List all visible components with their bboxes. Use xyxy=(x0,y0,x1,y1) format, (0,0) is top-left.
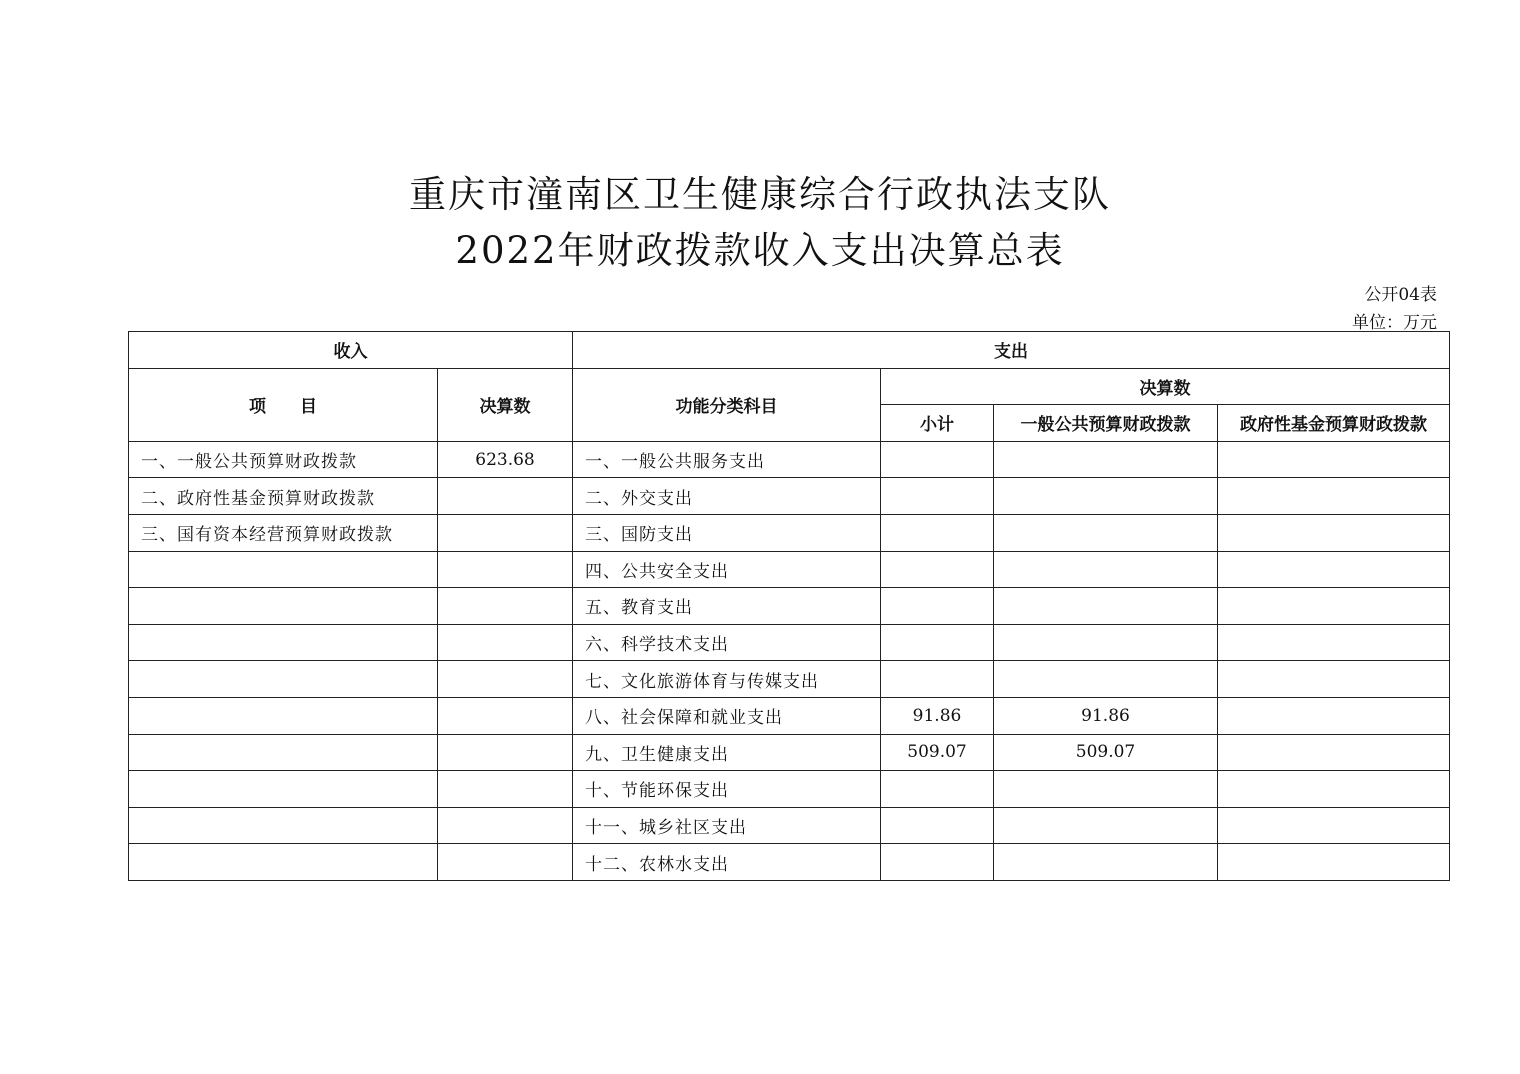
general-budget-cell: 91.86 xyxy=(994,697,1218,734)
table-code: 公开04表 xyxy=(1364,285,1437,305)
subtotal-cell xyxy=(881,551,994,588)
general-budget-cell xyxy=(994,478,1218,515)
income-item-cell: 二、政府性基金预算财政拨款 xyxy=(129,478,438,515)
income-amount-cell xyxy=(438,697,573,734)
table-row xyxy=(129,478,1450,515)
income-item-cell xyxy=(129,551,438,588)
expense-item-cell: 十一、城乡社区支出 xyxy=(573,807,881,844)
expense-header: 支出 xyxy=(573,332,1450,369)
page-title-line-1: 重庆市潼南区卫生健康综合行政执法支队 xyxy=(409,173,1111,216)
subtotal-cell xyxy=(881,807,994,844)
table-row xyxy=(129,734,1450,771)
income-amount-cell xyxy=(438,624,573,661)
general-budget-cell xyxy=(994,661,1218,698)
gov-fund-budget-cell xyxy=(1218,807,1450,844)
subtotal-cell xyxy=(881,624,994,661)
expense-item-cell: 十、节能环保支出 xyxy=(573,771,881,808)
subtotal-cell xyxy=(881,661,994,698)
table-row xyxy=(129,697,1450,734)
subtotal-cell: 91.86 xyxy=(881,697,994,734)
income-amount-cell xyxy=(438,734,573,771)
expense-item-cell: 十二、农林水支出 xyxy=(573,844,881,881)
income-amount-cell: 623.68 xyxy=(438,441,573,478)
income-amount-cell xyxy=(438,661,573,698)
expense-item-cell: 七、文化旅游体育与传媒支出 xyxy=(573,661,881,698)
income-amount-cell xyxy=(438,771,573,808)
general-budget-header: 一般公共预算财政拨款 xyxy=(994,405,1218,442)
unit-label: 单位：万元 xyxy=(1352,313,1437,333)
income-header: 收入 xyxy=(129,332,573,369)
subtotal-cell xyxy=(881,771,994,808)
table-row xyxy=(129,551,1450,588)
income-amount-cell xyxy=(438,807,573,844)
table-row xyxy=(129,441,1450,478)
income-amount-cell xyxy=(438,551,573,588)
general-budget-cell xyxy=(994,771,1218,808)
item-header: 项 目 xyxy=(129,368,438,441)
subtotal-cell xyxy=(881,478,994,515)
income-item-cell: 一、一般公共预算财政拨款 xyxy=(129,441,438,478)
gov-fund-budget-cell xyxy=(1218,661,1450,698)
table-body xyxy=(129,441,1450,880)
expense-item-cell: 六、科学技术支出 xyxy=(573,624,881,661)
gov-fund-budget-cell xyxy=(1218,514,1450,551)
budget-summary-table xyxy=(128,331,1450,881)
subtotal-cell xyxy=(881,588,994,625)
income-item-cell: 三、国有资本经营预算财政拨款 xyxy=(129,514,438,551)
gov-fund-budget-cell xyxy=(1218,478,1450,515)
income-item-cell xyxy=(129,844,438,881)
gov-fund-budget-cell xyxy=(1218,771,1450,808)
gov-fund-budget-cell xyxy=(1218,624,1450,661)
gov-fund-budget-cell xyxy=(1218,588,1450,625)
general-budget-cell xyxy=(994,807,1218,844)
table-row xyxy=(129,514,1450,551)
general-budget-cell xyxy=(994,514,1218,551)
gov-fund-budget-cell xyxy=(1218,734,1450,771)
functional-category-header: 功能分类科目 xyxy=(573,368,881,441)
income-amount-cell xyxy=(438,514,573,551)
subtotal-cell xyxy=(881,441,994,478)
income-item-cell xyxy=(129,807,438,844)
income-item-cell xyxy=(129,771,438,808)
gov-fund-budget-header: 政府性基金预算财政拨款 xyxy=(1218,405,1450,442)
gov-fund-budget-cell xyxy=(1218,441,1450,478)
table-row xyxy=(129,624,1450,661)
income-item-cell xyxy=(129,734,438,771)
subtotal-cell xyxy=(881,514,994,551)
general-budget-cell xyxy=(994,624,1218,661)
income-amount-cell xyxy=(438,588,573,625)
expense-item-cell: 一、一般公共服务支出 xyxy=(573,441,881,478)
final-amount-header: 决算数 xyxy=(438,368,573,441)
income-item-cell xyxy=(129,588,438,625)
income-item-cell xyxy=(129,624,438,661)
income-amount-cell xyxy=(438,844,573,881)
table-row xyxy=(129,844,1450,881)
income-amount-cell xyxy=(438,478,573,515)
expense-item-cell: 二、外交支出 xyxy=(573,478,881,515)
gov-fund-budget-cell xyxy=(1218,697,1450,734)
general-budget-cell: 509.07 xyxy=(994,734,1218,771)
general-budget-cell xyxy=(994,588,1218,625)
final-amount-group-header: 决算数 xyxy=(881,368,1450,405)
gov-fund-budget-cell xyxy=(1218,551,1450,588)
gov-fund-budget-cell xyxy=(1218,844,1450,881)
page-title-line-2: 2022年财政拨款收入支出决算总表 xyxy=(455,229,1065,272)
income-item-cell xyxy=(129,661,438,698)
expense-item-cell: 三、国防支出 xyxy=(573,514,881,551)
general-budget-cell xyxy=(994,844,1218,881)
subtotal-cell xyxy=(881,844,994,881)
table-row xyxy=(129,771,1450,808)
subtotal-header: 小计 xyxy=(881,405,994,442)
expense-item-cell: 五、教育支出 xyxy=(573,588,881,625)
expense-item-cell: 八、社会保障和就业支出 xyxy=(573,697,881,734)
subtotal-cell: 509.07 xyxy=(881,734,994,771)
general-budget-cell xyxy=(994,441,1218,478)
table-row xyxy=(129,588,1450,625)
table-row xyxy=(129,807,1450,844)
general-budget-cell xyxy=(994,551,1218,588)
expense-item-cell: 九、卫生健康支出 xyxy=(573,734,881,771)
income-item-cell xyxy=(129,697,438,734)
expense-item-cell: 四、公共安全支出 xyxy=(573,551,881,588)
table-row xyxy=(129,661,1450,698)
